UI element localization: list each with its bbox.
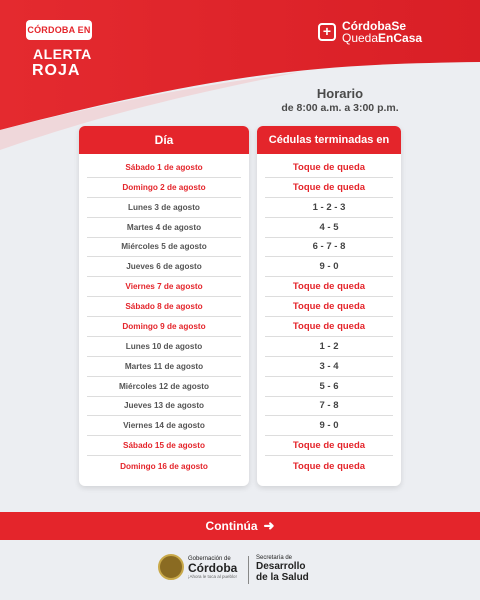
day-cell: Lunes 10 de agosto — [87, 337, 241, 357]
campaign-text-line1: CórdobaSe — [342, 19, 407, 33]
alert-title-line2: ROJA — [32, 62, 81, 79]
schedule-hours: de 8:00 a.m. a 3:00 p.m. — [281, 102, 399, 114]
sec-line1: Desarrollo — [256, 561, 306, 572]
day-cell: Martes 11 de agosto — [87, 357, 241, 377]
day-cell: Sábado 1 de agosto — [87, 158, 241, 178]
secretaria-logo — [256, 555, 309, 583]
day-cell: Domingo 9 de agosto — [87, 317, 241, 337]
day-cell: Sábado 8 de agosto — [87, 297, 241, 317]
gobernacion-logo — [188, 556, 237, 579]
ids-cell: Toque de queda — [265, 277, 393, 297]
day-column-header: Día — [79, 126, 249, 154]
day-cell: Viernes 14 de agosto — [87, 416, 241, 436]
campaign-logo — [318, 20, 422, 44]
day-cell: Miércoles 12 de agosto — [87, 377, 241, 397]
schedule-title: Horario — [316, 86, 364, 101]
ids-cell: 7 - 8 — [265, 397, 393, 417]
campaign-text — [342, 20, 422, 44]
footer-divider — [248, 556, 249, 584]
day-cell: Viernes 7 de agosto — [87, 277, 241, 297]
day-cell: Jueves 6 de agosto — [87, 257, 241, 277]
gov-big-text: Córdoba — [188, 561, 238, 575]
ids-cell: 9 - 0 — [265, 416, 393, 436]
ids-cell: 1 - 2 — [265, 337, 393, 357]
day-cell: Lunes 3 de agosto — [87, 198, 241, 218]
ids-cell: Toque de queda — [265, 436, 393, 456]
ids-cell: 4 - 5 — [265, 218, 393, 238]
ids-cell: Toque de queda — [265, 158, 393, 178]
sec-line2: de la Salud — [256, 572, 309, 583]
gobernacion-seal-icon — [158, 554, 184, 580]
gov-small-text: Gobernación de — [188, 556, 231, 562]
day-cell: Domingo 2 de agosto — [87, 178, 241, 198]
day-rows — [79, 154, 249, 476]
gov-tagline: ¡Ahora le toca al pueblo! — [188, 574, 237, 579]
ids-cell: Toque de queda — [265, 178, 393, 198]
ids-cell: Toque de queda — [292, 460, 366, 472]
day-column-card — [79, 126, 249, 486]
plus-icon: + — [318, 23, 336, 41]
day-cell: Martes 4 de agosto — [87, 218, 241, 238]
ids-cell: 9 - 0 — [265, 257, 393, 277]
ids-rows — [257, 154, 401, 476]
sec-small-text: Secretaría de — [256, 555, 293, 561]
ids-cell: 6 - 7 - 8 — [265, 238, 393, 258]
day-cell: Miércoles 5 de agosto — [87, 238, 241, 258]
ids-cell: 5 - 6 — [265, 377, 393, 397]
arrow-right-icon: ➜ — [263, 518, 275, 533]
ids-cell: 3 - 4 — [265, 357, 393, 377]
day-cell: Jueves 13 de agosto — [87, 397, 241, 417]
day-cell: Sábado 15 de agosto — [87, 436, 241, 456]
ids-column-header: Cédulas terminadas en — [257, 126, 401, 154]
continue-button[interactable] — [0, 512, 480, 540]
day-cell: Domingo 16 de agosto — [120, 461, 208, 471]
ids-column-card — [257, 126, 401, 486]
campaign-text-queda: Queda — [342, 31, 379, 45]
alert-title-line1: ALERTA — [33, 46, 92, 62]
ids-cell: Toque de queda — [265, 317, 393, 337]
campaign-text-encasa: EnCasa — [378, 31, 423, 45]
continue-label: Continúa — [205, 519, 258, 533]
cordoba-en-badge: CÓRDOBA EN — [26, 20, 92, 40]
footer — [0, 540, 480, 600]
ids-cell: 1 - 2 - 3 — [265, 198, 393, 218]
ids-cell: Toque de queda — [265, 297, 393, 317]
